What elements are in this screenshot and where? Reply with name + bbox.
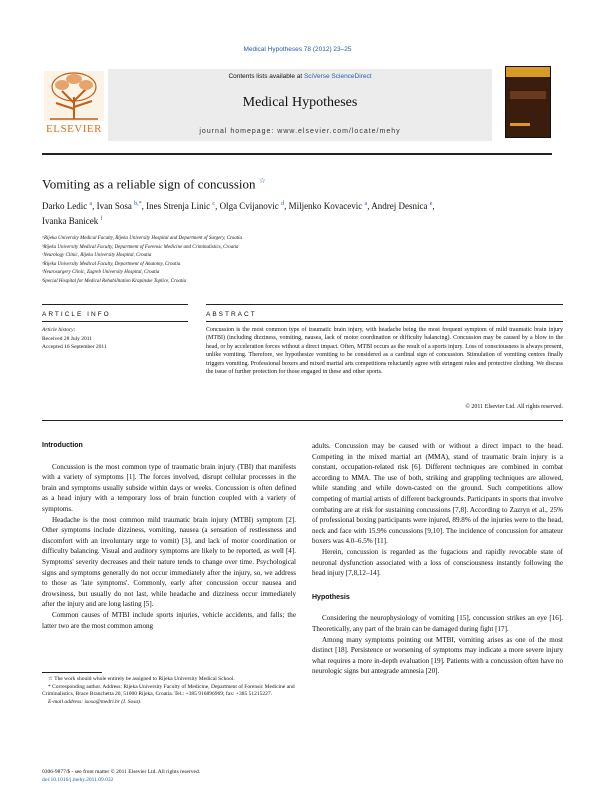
abstract-rule-bottom xyxy=(42,420,563,421)
author: Ines Strenja Linic xyxy=(146,201,211,211)
paragraph: Considering the neurophysiology of vomiting [15], concussion strikes an eye [16]. Theoretically, any part of the brain can be damaged during fight [17]. xyxy=(312,614,563,633)
author-list: Darko Ledic $^a$, Ivan Sosa $^{b,*}$, Ines Strenja Linic $^c$, Olga Cvijanovic $^d$, Miljenko Kovacevic $^a$, Andrej Desnica $^e$, Ivanka Banicek $^f$ xyxy=(42,201,435,226)
author: Miljenko Kovacevic xyxy=(288,201,363,211)
contents-line xyxy=(108,73,492,80)
abstract-heading: ABSTRACT xyxy=(206,311,257,318)
received-date: Received 28 July 2011 xyxy=(42,335,93,342)
paragraph: adults. Concussion may be caused with or without a direct impact to the head. Competing in the mixed martial art (MMA), stand of traumatic brain injury is a constant, occupation-related risk [6]. Different techniques are combined in combat according to MMA. The use of both, striking and grappling techniques are allowed, while standing and while down-casted on the ground. Such competitions allow competing of martial artists of different backgrounds. Participants in sports that involve combating are at risk for sustaining concussions [7,8]. According to Zazryn et al., 25% of professional boxing participants were injured, 89.8% of the injuries were to the head, neck and face with 15.9% concussions [9,10]. The incidence of concussion for amateur boxers was 4.0–6.5% [11]. xyxy=(312,442,563,546)
author: Darko Ledic xyxy=(42,201,88,211)
journal-homepage[interactable]: journal homepage: www.elsevier.com/locate/mehy xyxy=(199,128,401,135)
footnote-corresponding: * Corresponding author. Address: Rijeka University Faculty of Medicine, Department of Forensic Medicine and Criminalistics, Brace Branchetta 20, 51000 Rijeka, Croatia. Tel.: +385 916896969; fax: +385 51215227. xyxy=(42,683,295,698)
body-left-column xyxy=(42,441,296,631)
abstract-rule-top xyxy=(206,304,563,305)
affiliation: ᶜNeurology Clinic, Rijeka University Hospital, Croatia xyxy=(42,253,152,259)
body-right-column xyxy=(312,441,563,677)
paragraph: Concussion is the most common type of traumatic brain injury (TBI) that manifests with a variety of symptoms [1]. The forces involved, disrupt cellular processes in the brain and symptoms usually subside within days or weeks. Concussion is often defined as a head injury with a temporary loss of brain function coupled with a variety of symptoms. xyxy=(42,462,296,513)
doi-link[interactable]: doi:10.1016/j.mehy.2011.09.032 xyxy=(42,777,114,783)
affiliation: ᵇRijeka University Medical Faculty, Department of Forensic Medicine and Criminalistics, Croatia xyxy=(42,244,239,250)
footnote-email[interactable]: E-mail address: isosa@medri.hr (I. Sosa). xyxy=(48,698,142,705)
author: Andrej Desnica xyxy=(371,201,428,211)
footnote-rule xyxy=(42,672,102,673)
footnote-star: ☆ The work should whole entirely be assigned to Rijeka University Medical School. xyxy=(48,676,235,682)
journal-cover-thumbnail xyxy=(505,66,551,138)
paragraph: Common causes of MTBI include sports injuries, vehicle accidents, and falls; the latter two are the most common among xyxy=(42,610,296,630)
publisher-name: ELSEVIER xyxy=(46,123,102,135)
author-affil[interactable]: c xyxy=(212,201,216,207)
journal-title: Medical Hypotheses xyxy=(242,95,358,110)
author-affil[interactable]: a xyxy=(364,201,368,207)
footnotes xyxy=(42,676,296,706)
author: Olga Cvijanovic xyxy=(219,201,279,211)
accepted-date: Accepted 16 September 2011 xyxy=(42,344,107,350)
issn-line: 0306-9877/$ - see front matter © 2011 Elsevier Ltd. All rights reserved. xyxy=(42,769,201,775)
author-affil[interactable]: d xyxy=(281,201,285,207)
section-heading-hypothesis: Hypothesis xyxy=(312,593,350,601)
history-label: Article history: xyxy=(42,327,76,333)
contents-prefix: Contents lists available at xyxy=(228,73,304,80)
paragraph: Among many symptoms pointing out MTBI, vomiting arises as one of the most distinct [18]. Persistence or worsening of symptoms may indicate a more severe injury what requires a more in-depth evaluation [19]. Patients with a concussion often have no neurologic signs but antegrade amnesia [20]. xyxy=(312,635,563,676)
paper-title xyxy=(42,176,266,192)
article-history xyxy=(42,326,188,352)
info-rule-mid xyxy=(42,321,188,322)
page-footer xyxy=(42,768,200,784)
abstract-text: Concussion is the most common type of traumatic brain injury, with headache being the most frequent symptom of mild traumatic brain injury (MTBI) (including dizziness, vomiting, nausea, lack of motor coordination or difficulty balancing). Concussion may be caused by a blow to the head, or by acceleration forces without a direct impact. Often, MTBI occurs as the result of a sports injury. Loss of consciousness is always present, unlike vomiting. Therefore, we hypothesize vomiting to be considered as a cardinal sign of concussion. Stimulation of vomiting centres finally triggers vomiting. Professional boxers and mixed martial arts competitions reluctantly agree with stringent rules and protective clothing. We discuss the issue of further protection for those engaged in these and other sports. xyxy=(206,327,563,376)
paragraph: Headache is the most common mild traumatic brain injury (MTBI) symptom [2]. Other symptoms include dizziness, vomiting, nausea (a sensation of restlessness and discomfort with an involuntary urge to vomit) [3], and lack of motor coordination or difficulty balancing. Visual and auditory symptoms are likely to be reported, as well [4]. Symptoms' severity decreases and their nature tends to change over time. Psychological signs and symptoms generally do not occur immediately after the injury, so, we address to those as 'late symptoms'. Commonly, early after concussion occur nausea and drowsiness, but usually do not last, while headache and dizziness occur immediately after the injury and are long lasting [5]. xyxy=(42,515,296,609)
title-footnote-mark[interactable]: ☆ xyxy=(258,176,266,185)
affiliation: ᵉNeurosurgery Clinic, Zagreb University Hospital, Croatia xyxy=(42,270,160,276)
sciencedirect-link[interactable]: SciVerse ScienceDirect xyxy=(303,73,372,80)
affiliation: ᵈRijeka University Medical Faculty, Department of Anatomy, Croatia xyxy=(42,261,181,267)
header-rule xyxy=(42,153,552,155)
journal-reference[interactable]: Medical Hypotheses 78 (2012) 23–25 xyxy=(243,46,352,53)
author: Ivan Sosa xyxy=(96,201,132,211)
section-heading-introduction: Introduction xyxy=(42,442,83,449)
affiliation: ᵃRijeka University Medical Faculty, Rijeka University Hospital and Department of Surgery, Croatia xyxy=(42,236,243,241)
author-affil[interactable]: b,* xyxy=(134,201,142,207)
abstract-copyright: © 2011 Elsevier Ltd. All rights reserved. xyxy=(465,404,563,410)
author-affil[interactable]: a xyxy=(89,201,93,207)
author-affil[interactable]: e xyxy=(429,201,433,207)
author: Ivanka Banicek xyxy=(42,216,99,226)
abstract-rule-mid xyxy=(206,321,563,322)
cover-art xyxy=(506,67,550,137)
article-info-heading: ARTICLE INFO xyxy=(42,311,111,318)
affiliation: ᶠSpecial Hospital for Medical Rehabilitation Krapinske Toplice, Croatia xyxy=(42,278,187,284)
affiliation-list xyxy=(42,235,562,287)
info-rule-top xyxy=(42,304,188,305)
paragraph: Herein, concussion is regarded as the fugacious and rapidly revocable state of neuronal dysfunction associated with a loss of consciousness instantly following the head injury [7,8,12–14]. xyxy=(312,547,563,578)
paper-title-text: Vomiting as a reliable sign of concussion xyxy=(42,176,256,192)
author-affil[interactable]: f xyxy=(100,216,103,222)
